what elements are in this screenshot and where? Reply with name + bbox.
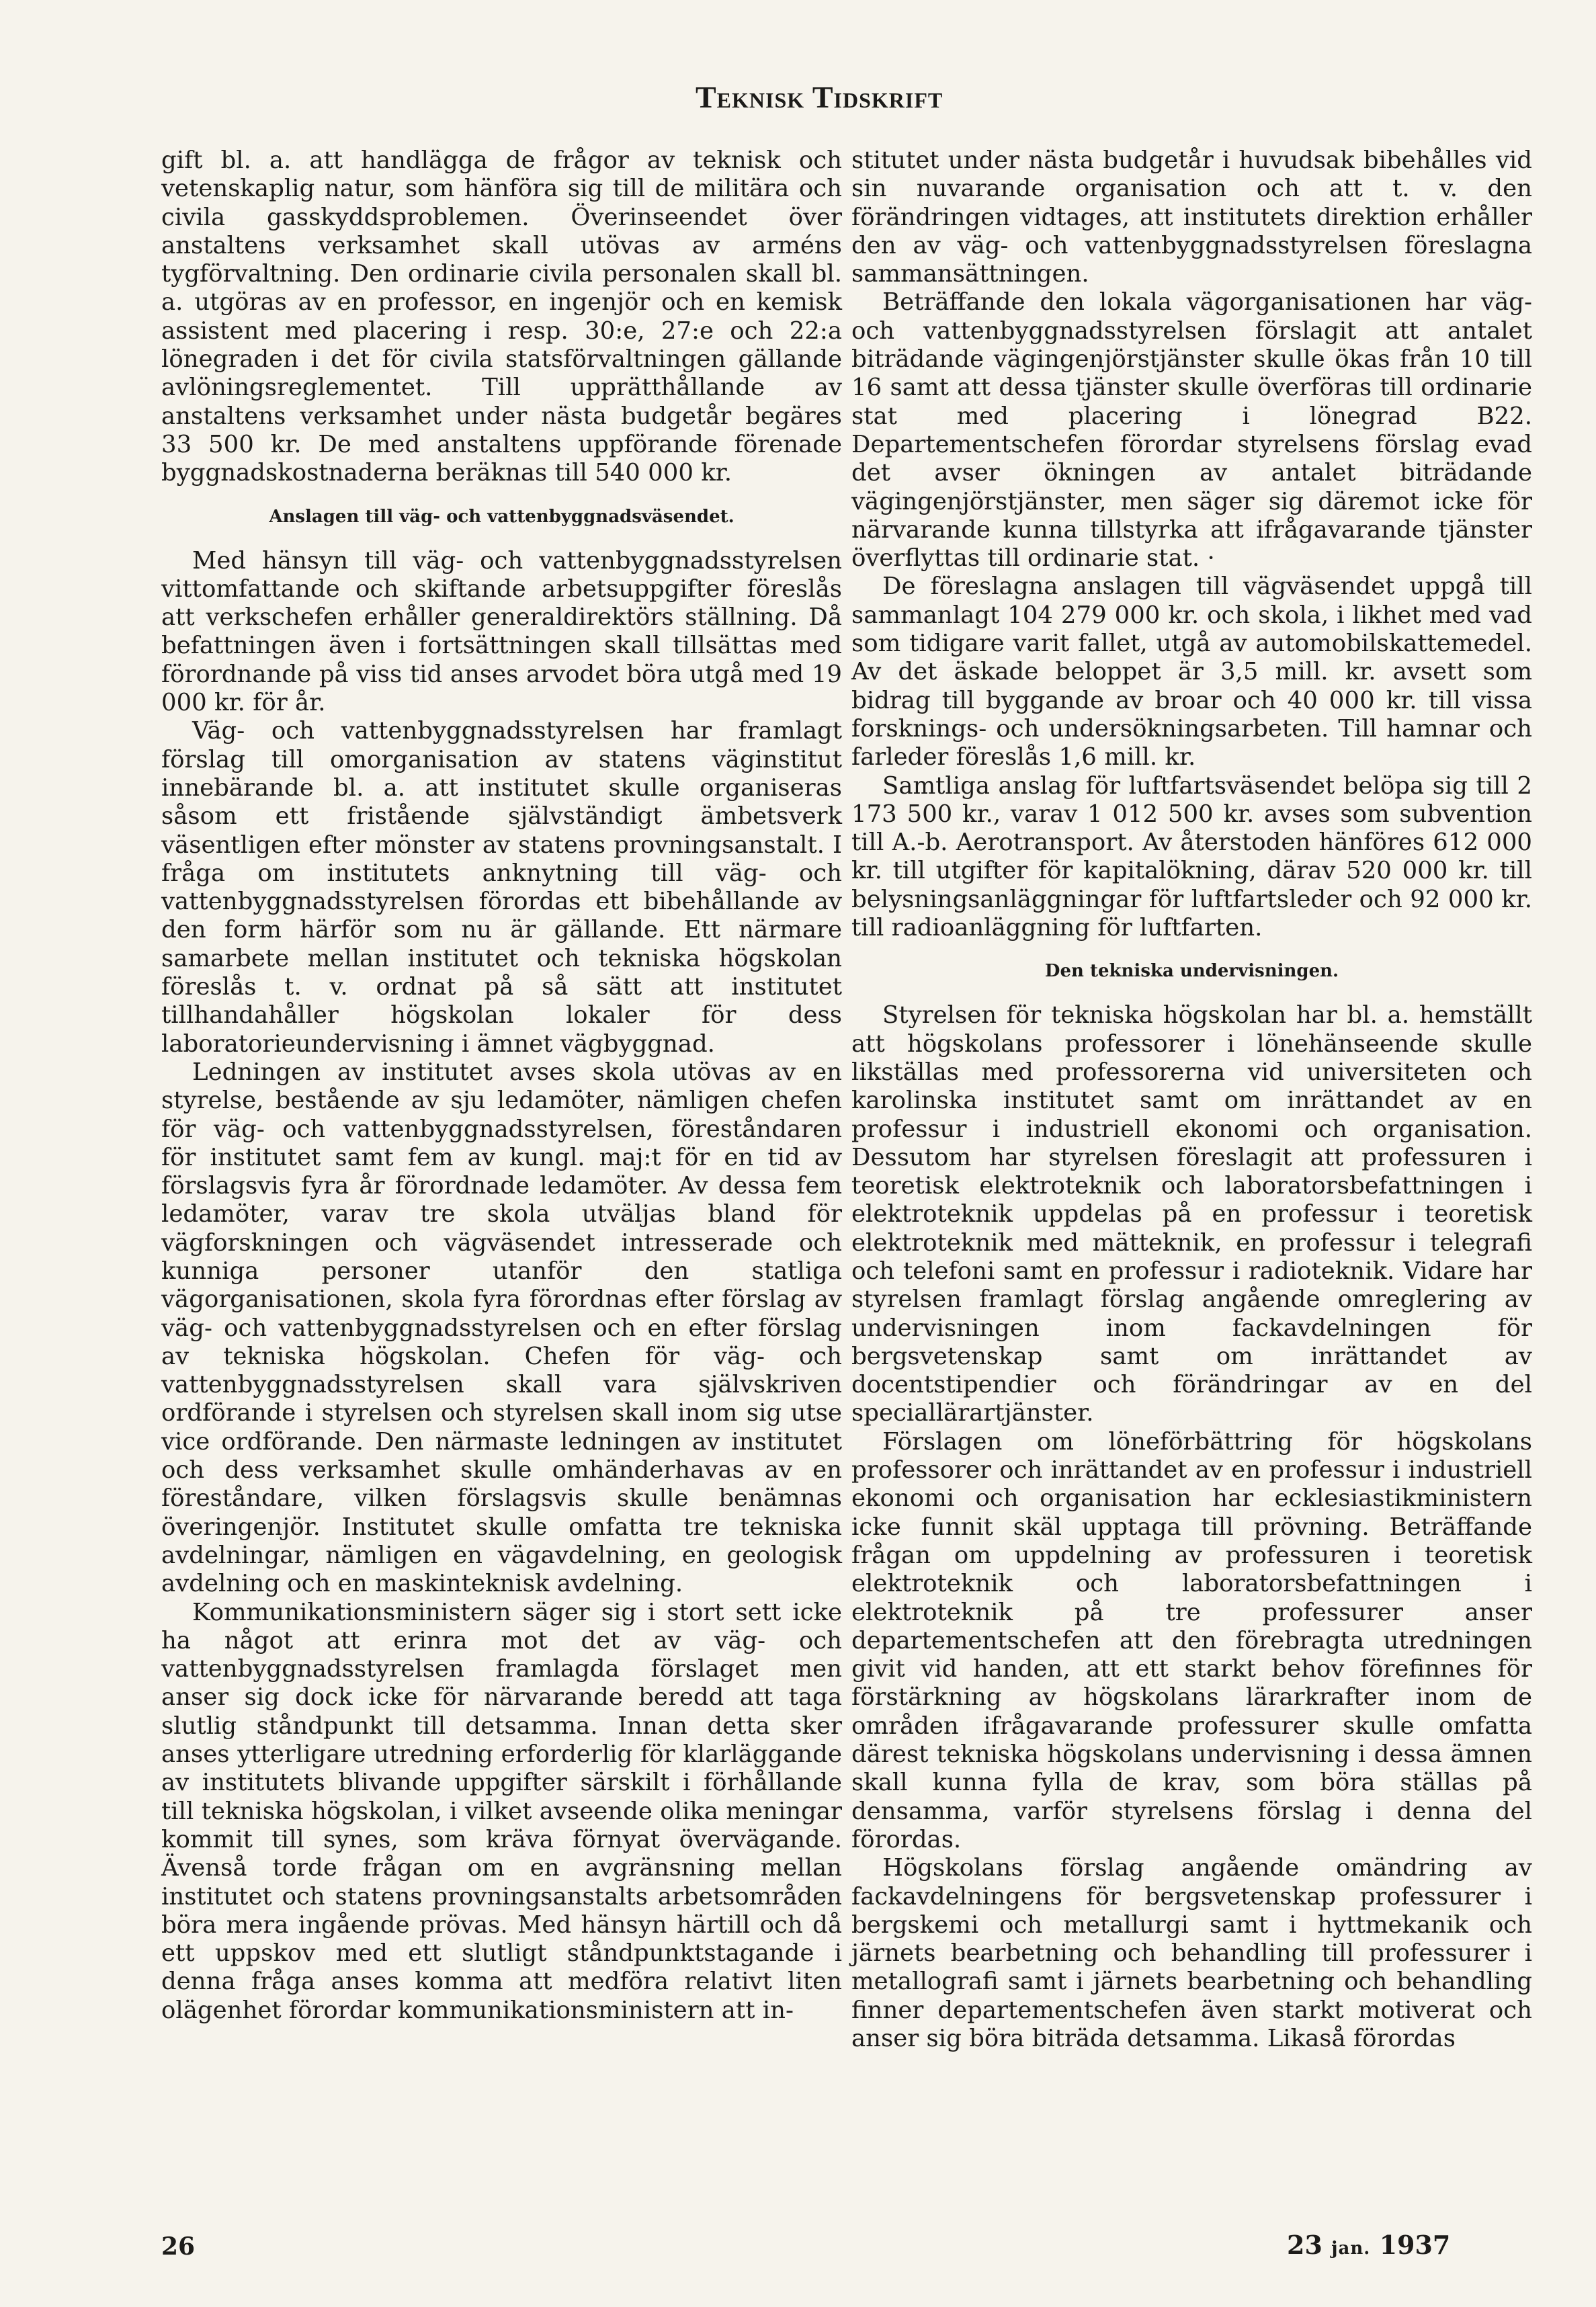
left-paragraph-4: Ledningen av institutet avses skola utövas av en styrelse, bestående av sju ledamöter, nämligen chefen för väg- och vattenbyggnadsstyrelsen, föreståndaren för institutet samt fem av kungl. maj:t för en tid av förslagsvis fyra år förordnade ledamöter. Av dessa fem ledamöter, varav tre skola utväljas bland för vägforskningen och vägväsendet intresserade och kunniga personer utanför den statliga vägorganisationen, skola fyra förordnas efter förslag av väg- och vattenbyggnadsstyrelsen och en efter förslag av tekniska högskolan. Chefen för väg- och vattenbyggnadsstyrelsen skall vara självskriven ordförande i styrelsen och styrelsen skall inom sig utse vice ordförande. Den närmaste ledningen av institutet och dess verksamhet skulle omhänderhavas av en föreståndare, vilken förslagsvis skulle benämnas överingenjör. Institutet skulle omfatta tre tekniska avdelningar, nämligen en vägavdelning, en geologisk avdelning och en maskinteknisk avdelning. — [161, 1058, 842, 1598]
right-paragraph-7: Högskolans förslag angående omändring av fackavdelningens för bergsvetenskap professurer i bergskemi och metallurgi samt i hyttmekanik och järnets bearbetning och behandling till professurer i metallografi samt i järnets bearbetning och behandling finner departementschefen även starkt motiverat och anser sig böra biträda detsamma. Likaså förordas — [851, 1854, 1532, 2052]
issue-date-day: 23 — [1287, 2230, 1322, 2260]
issue-date — [1287, 2230, 1450, 2260]
section-heading-technical-education: Den tekniska undervisningen. — [1044, 961, 1339, 982]
right-paragraph-5: Styrelsen för tekniska högskolan har bl. a. hemställt att högskolans professorer i lönehänseende skulle likställas med professorerna vid universiteten och karolinska institutet samt om inrättandet av en professur i industriell ekonomi och organisation. Dessutom har styrelsen föreslagit att professuren i teoretisk elektroteknik och laboratorsbefattningen i elektroteknik uppdelas på en professur i teoretisk elektroteknik med mätteknik, en professur i telegrafi och telefoni samt en professur i radioteknik. Vidare har styrelsen framlagt förslag angående omreglering av undervisningen inom fackavdelningen för bergsvetenskap samt om inrättandet av docentstipendier och förändringar av en del speciallärartjänster. — [851, 1001, 1532, 1427]
right-paragraph-4: Samtliga anslag för luftfartsväsendet belöpa sig till 2 173 500 kr., varav 1 012 500 kr. avses som subvention till A.-b. Aerotransport. Av återstoden hänföres 612 000 kr. till utgifter för kapitalökning, därav 520 000 kr. till belysningsanläggningar för luftfartsleder och 92 000 kr. till radioanläggning för luftfarten. — [851, 771, 1532, 942]
left-column — [161, 146, 842, 2025]
section-heading-road-and-water: Anslagen till väg- och vattenbyggnadsväsendet. — [269, 506, 734, 527]
left-paragraph-5: Kommunikationsministern säger sig i stort sett icke ha något att erinra mot det av väg- och vattenbyggnadsstyrelsen framlagda förslaget men anser sig dock icke för närvarande beredd att taga slutlig ståndpunkt till detsamma. Innan detta sker anses ytterligare utredning erforderlig för klarläggande av institutets blivande uppgifter särskilt i förhållande till tekniska högskolan, i vilket avseende olika meningar kommit till synes, som kräva förnyat övervägande. Ävenså torde frågan om en avgränsning mellan institutet och statens provningsanstalts arbetsområden böra mera ingående prövas. Med hänsyn härtill och då ett uppskov med ett slutligt ståndpunktstagande i denna fråga anses komma att medföra relativt liten olägenhet förordar kommunikationsministern att in- — [161, 1598, 842, 2024]
right-paragraph-2: Beträffande den lokala vägorganisationen har väg- och vattenbyggnadsstyrelsen förslagit att antalet biträdande vägingenjörstjänster skulle ökas från 10 till 16 samt att dessa tjänster skulle överföras till ordinarie stat med placering i lönegrad B22. Departementschefen förordar styrelsens förslag evad det avser ökningen av antalet biträdande vägingenjörstjänster, men säger sig däremot icke för närvarande kunna tillstyrka att ifrågavarande tjänster överflyttas till ordinarie stat. · — [851, 288, 1532, 573]
issue-date-month: jan. — [1331, 2238, 1371, 2259]
right-column — [851, 146, 1532, 2053]
right-paragraph-1: stitutet under nästa budgetår i huvudsak bibehålles vid sin nuvarande organisation och att t. v. den förändringen vidtages, att institutets direktion erhåller den av väg- och vattenbyggnadsstyrelsen föreslagna sammansättningen. — [851, 146, 1532, 288]
right-paragraph-6: Förslagen om löneförbättring för högskolans professorer och inrättandet av en professur i industriell ekonomi och organisation har ecklesiastikministern icke funnit skäl upptaga till prövning. Beträffande frågan om uppdelning av professuren i teoretisk elektroteknik och laboratorsbefattningen i elektroteknik på tre professurer anser departementschefen att den förebragta utredningen givit vid handen, att ett starkt behov förefinnes för förstärkning av högskolans lärarkrafter inom de områden ifrågavarande professurer skulle omfatta därest tekniska högskolans undervisning i dessa ämnen skall kunna fylla de krav, som böra ställas på densamma, varför styrelsens förslag i denna del förordas. — [851, 1427, 1532, 1853]
issue-date-year: 1937 — [1379, 2230, 1451, 2260]
journal-title: Teknisk Tidskrift — [696, 80, 943, 114]
page-number: 26 — [161, 2232, 196, 2261]
right-paragraph-3: De föreslagna anslagen till vägväsendet uppgå till sammanlagt 104 279 000 kr. och skola, i likhet med vad som tidigare varit fallet, utgå av automobilskattemedel. Av det äskade beloppet är 3,5 mill. kr. avsett som bidrag till byggande av broar och 40 000 kr. till vissa forsknings- och undersökningsarbeten. Till hamnar och farleder föreslås 1,6 mill. kr. — [851, 573, 1532, 771]
left-paragraph-3: Väg- och vattenbyggnadsstyrelsen har framlagt förslag till omorganisation av statens väginstitut innebärande bl. a. att institutet skulle organiseras såsom ett fristående självständigt ämbetsverk väsentligen efter mönster av statens provningsanstalt. I fråga om institutets anknytning till väg- och vattenbyggnadsstyrelsen förordas ett bibehållande av den form härför som nu är gällande. Ett närmare samarbete mellan institutet och tekniska högskolan föreslås t. v. ordnat på så sätt att institutet tillhandahåller högskolan lokaler för dess laboratorieundervisning i ämnet vägbyggnad. — [161, 717, 842, 1058]
left-paragraph-2: Med hänsyn till väg- och vattenbyggnadsstyrelsen vittomfattande och skiftande arbetsuppgifter föreslås att verkschefen erhåller generaldirektörs ställning. Då befattningen även i fortsättningen skall tillsättas med förordnande på viss tid anses arvodet böra utgå med 19 000 kr. för år. — [161, 546, 842, 717]
left-paragraph-1: gift bl. a. att handlägga de frågor av teknisk och vetenskaplig natur, som hänföra sig till de militära och civila gasskyddsproblemen. Överinseendet över anstaltens verksamhet skall utövas av arméns tygförvaltning. Den ordinarie civila personalen skall bl. a. utgöras av en professor, en ingenjör och en kemisk assistent med placering i resp. 30:e, 27:e och 22:a lönegraden i det för civila statsförvaltningen gällande avlöningsreglementet. Till upprätthållande av anstaltens verksamhet under nästa budgetår begäres 33 500 kr. De med anstaltens uppförande förenade byggnadskostnaderna beräknas till 540 000 kr. — [161, 146, 842, 487]
